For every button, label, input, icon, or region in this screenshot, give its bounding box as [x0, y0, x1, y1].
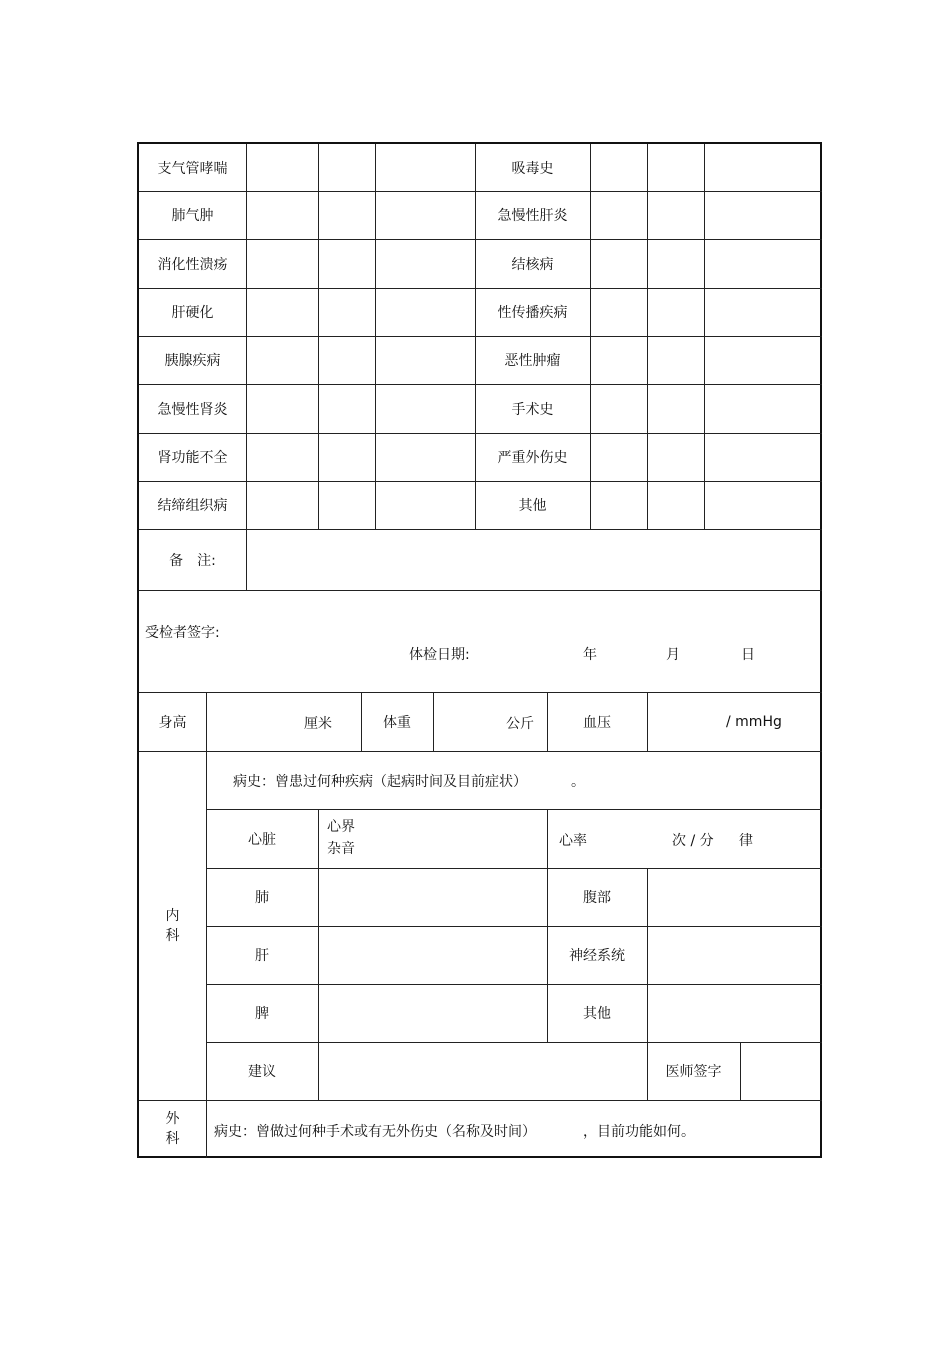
date-month-label: 月: [666, 647, 680, 663]
history-left-label: 支气管哮喘: [157, 160, 228, 177]
surgery-label-char-2: 科: [165, 1131, 180, 1147]
height-label: 身高: [158, 714, 187, 731]
heart-rate-label: 心率: [559, 833, 587, 849]
history-right-label: 急慢性肝炎: [497, 208, 568, 224]
internal-label-char-1: 内: [165, 907, 180, 924]
heart-label: 心脏: [248, 831, 276, 848]
heart-rate-unit: 次 / 分: [672, 833, 714, 849]
blood-pressure-label: 血压: [583, 714, 611, 731]
col-divider: [647, 692, 648, 751]
surgery-history-end: ，目前功能如何。: [583, 1124, 695, 1140]
col-divider: [704, 144, 705, 529]
heart-rhythm-label: 律: [739, 833, 753, 849]
history-left-label: 肺气肿: [171, 208, 214, 224]
heart-murmur-label: 杂音: [327, 841, 355, 857]
col-divider: [740, 1042, 741, 1100]
history-left-label: 胰腺疾病: [164, 353, 221, 369]
remarks-label: 备 注:: [169, 552, 216, 569]
remarks-field[interactable]: [247, 530, 822, 590]
history-right-label: 其他: [518, 498, 547, 514]
history-right-label: 手术史: [511, 401, 554, 418]
history-left-label: 结缔组织病: [157, 498, 228, 514]
history-right-label: 恶性肿瘤: [504, 353, 561, 369]
history-right-label: 严重外伤史: [497, 450, 568, 466]
row-divider: [139, 692, 822, 693]
col-divider: [318, 144, 319, 529]
surgery-history-text: 病史：曾做过何种手术或有无外伤史（名称及时间）: [214, 1124, 536, 1140]
surgery-section-label: [139, 1100, 206, 1158]
weight-label: 体重: [383, 714, 411, 731]
row-divider: [139, 751, 822, 752]
height-unit: 厘米: [304, 716, 332, 732]
heart-border-label: 心界: [327, 819, 355, 835]
internal-medicine-section-label: [139, 751, 206, 1100]
other-label: 其他: [583, 1006, 611, 1022]
col-divider: [375, 144, 376, 529]
weight-unit: 公斤: [506, 716, 534, 732]
internal-label-char-2: 科: [165, 927, 180, 944]
liver-label: 肝: [255, 948, 269, 964]
internal-history-end: 。: [571, 774, 585, 790]
history-left-label: 肝硬化: [171, 305, 214, 321]
date-day-label: 日: [741, 647, 755, 663]
examinee-signature-label: 受检者签字:: [145, 625, 220, 641]
exam-date-label: 体检日期:: [409, 647, 470, 663]
history-right-label: 结核病: [511, 256, 554, 273]
row-divider: [139, 590, 822, 591]
spleen-label: 脾: [255, 1006, 269, 1022]
doctor-signature-label: 医师签字: [665, 1064, 722, 1080]
history-right-label: 性传播疾病: [497, 305, 568, 321]
date-year-label: 年: [583, 647, 597, 663]
abdomen-label: 腹部: [583, 890, 611, 906]
history-left-label: 消化性溃疡: [157, 256, 228, 273]
history-right-label: 吸毒史: [511, 160, 554, 177]
col-divider: [246, 144, 247, 590]
blood-pressure-unit: / mmHg: [726, 714, 782, 730]
lung-label: 肺: [255, 890, 269, 906]
surgery-label-char-1: 外: [165, 1111, 180, 1127]
col-divider: [647, 144, 648, 529]
nervous-system-label: 神经系统: [569, 948, 625, 964]
row-divider: [139, 1100, 822, 1101]
col-divider: [433, 692, 434, 751]
medical-exam-form: [137, 142, 822, 1158]
col-divider: [590, 144, 591, 529]
advice-label: 建议: [248, 1064, 276, 1080]
history-left-label: 肾功能不全: [157, 450, 228, 466]
internal-history-text: 病史：曾患过何种疾病（起病时间及目前症状）: [233, 774, 527, 790]
history-left-label: 急慢性肾炎: [157, 401, 228, 418]
col-divider: [318, 809, 319, 1100]
